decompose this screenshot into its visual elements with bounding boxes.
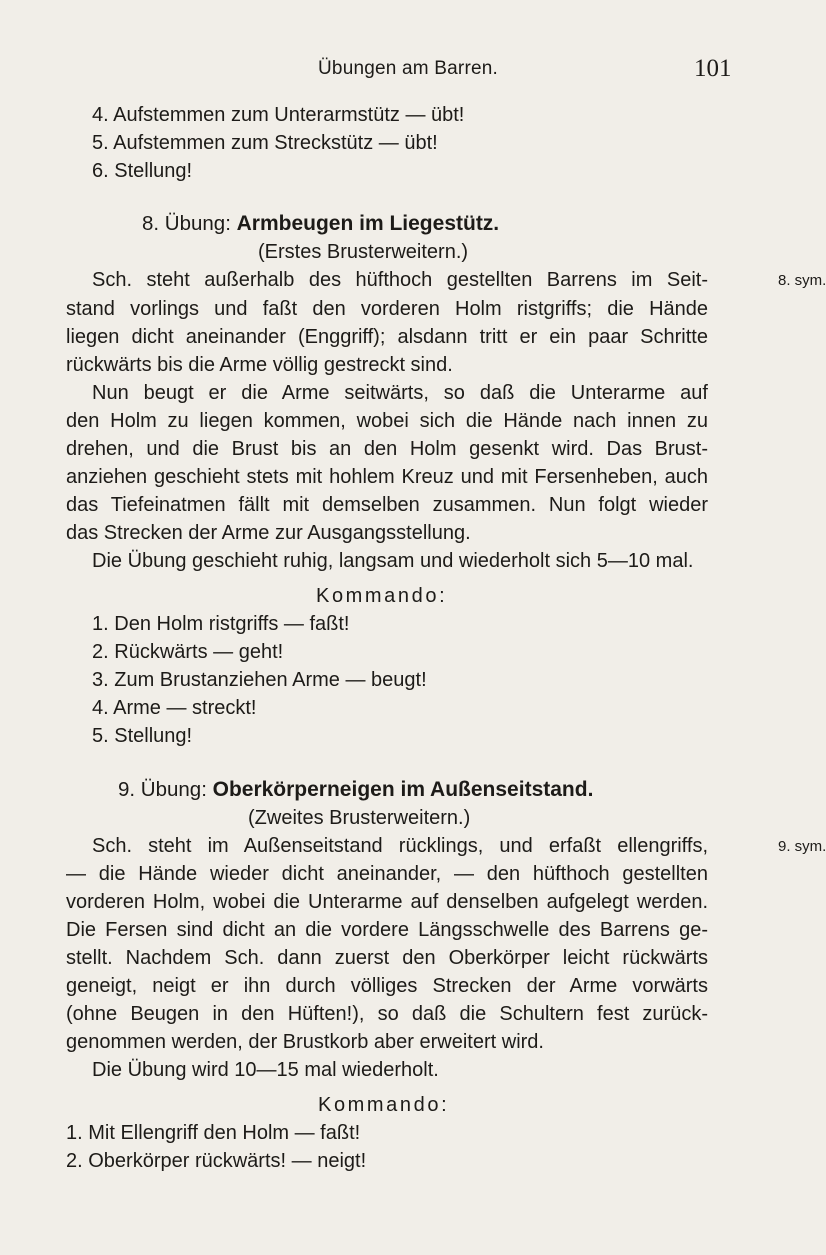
paragraph-line: Die Übung geschieht ruhig, langsam und wiederholt sich 5—10 mal. — [92, 550, 694, 572]
command-text: Aufstemmen zum Streckstütz — übt! — [113, 132, 438, 154]
command-item — [92, 159, 192, 183]
page-number: 101 — [694, 55, 732, 82]
command-item — [92, 103, 464, 127]
command-text: Arme — streckt! — [113, 697, 257, 719]
command-text: Stellung! — [114, 160, 193, 182]
paragraph-line: Die Fersen sind dicht an die vordere Längsschwelle des Barrens ge- — [66, 919, 708, 941]
kommando-label: Kommando: — [316, 585, 448, 607]
command-text: Aufstemmen zum Unterarmstütz — übt! — [113, 104, 465, 126]
paragraph-line: Nun beugt er die Arme seitwärts, so daß die Unterarme auf — [92, 382, 708, 404]
command-item — [92, 640, 283, 664]
paragraph-line: (ohne Beugen in den Hüften!), so daß die Schultern fest zurück- — [66, 1003, 708, 1025]
command-number: 6. — [92, 160, 109, 182]
paragraph-line: Die Übung wird 10—15 mal wiederholt. — [92, 1059, 439, 1081]
command-item — [92, 612, 349, 636]
command-number: 5. — [92, 725, 109, 747]
running-title: Übungen am Barren. — [318, 58, 498, 79]
exercise-9-label: 9. Übung: — [118, 778, 207, 801]
command-number: 5. — [92, 132, 109, 154]
command-text: Den Holm ristgriffs — faßt! — [114, 613, 350, 635]
command-item — [92, 724, 192, 748]
exercise-8-heading — [142, 212, 499, 236]
paragraph-line: drehen, und die Brust bis an den Holm gesenkt wird. Das Brust- — [66, 438, 708, 460]
margin-note: 9. sym. — [778, 838, 826, 855]
command-item — [92, 131, 438, 155]
command-text: Rückwärts — geht! — [114, 641, 284, 663]
paragraph-line: rückwärts bis die Arme völlig gestreckt sind. — [66, 354, 453, 376]
command-number: 4. — [92, 697, 109, 719]
paragraph-line: genommen werden, der Brustkorb aber erweitert wird. — [66, 1031, 544, 1053]
command-number: 2. — [92, 641, 109, 663]
paragraph-line: das Tiefeinatmen fällt mit demselben zusammen. Nun folgt wieder — [66, 494, 708, 516]
paragraph-line: — die Hände wieder dicht aneinander, — den hüfthoch gestellten — [66, 863, 708, 885]
command-item — [92, 668, 427, 692]
command-number: 1. — [66, 1122, 83, 1144]
command-text: Oberkörper rückwärts! — neigt! — [88, 1150, 367, 1172]
paragraph-line: stand vorlings und faßt den vorderen Holm ristgriffs; die Hände — [66, 298, 708, 320]
command-item — [92, 696, 257, 720]
paragraph-line: Sch. steht außerhalb des hüfthoch gestellten Barrens im Seit- — [92, 269, 708, 291]
command-number: 3. — [92, 669, 109, 691]
exercise-8-title: Armbeugen im Liegestütz. — [236, 212, 500, 235]
command-number: 2. — [66, 1150, 83, 1172]
command-text: Stellung! — [114, 725, 193, 747]
command-item — [66, 1121, 360, 1145]
exercise-8-label: 8. Übung: — [142, 212, 231, 235]
running-head — [0, 55, 800, 88]
exercise-9-subtitle: (Zweites Brusterweitern.) — [248, 807, 471, 829]
paragraph-line: stellt. Nachdem Sch. dann zuerst den Oberkörper leicht rückwärts — [66, 947, 708, 969]
paragraph-line: den Holm zu liegen kommen, wobei sich die Hände nach innen zu — [66, 410, 708, 432]
exercise-8-subtitle: (Erstes Brusterweitern.) — [258, 241, 469, 263]
command-item — [66, 1149, 366, 1173]
paragraph-line: liegen dicht aneinander (Enggriff); alsdann tritt er ein paar Schritte — [66, 326, 708, 348]
command-text: Zum Brustanziehen Arme — beugt! — [114, 669, 427, 691]
command-number: 1. — [92, 613, 109, 635]
margin-note: 8. sym. — [778, 272, 826, 289]
paragraph-line: das Strecken der Arme zur Ausgangsstellung. — [66, 522, 471, 544]
paragraph-line: Sch. steht im Außenseitstand rücklings, und erfaßt ellengriffs, — [92, 835, 708, 857]
kommando-label: Kommando: — [318, 1094, 450, 1116]
command-text: Mit Ellengriff den Holm — faßt! — [88, 1122, 361, 1144]
paragraph-line: anziehen geschieht stets mit hohlem Kreuz und mit Fersenheben, auch — [66, 466, 708, 488]
exercise-9-heading — [118, 778, 593, 802]
paragraph-line: geneigt, neigt er ihn durch völliges Strecken der Arme vorwärts — [66, 975, 708, 997]
command-number: 4. — [92, 104, 109, 126]
exercise-9-title: Oberkörperneigen im Außenseitstand. — [212, 778, 594, 801]
paragraph-line: vorderen Holm, wobei die Unterarme auf denselben aufgelegt werden. — [66, 891, 708, 913]
